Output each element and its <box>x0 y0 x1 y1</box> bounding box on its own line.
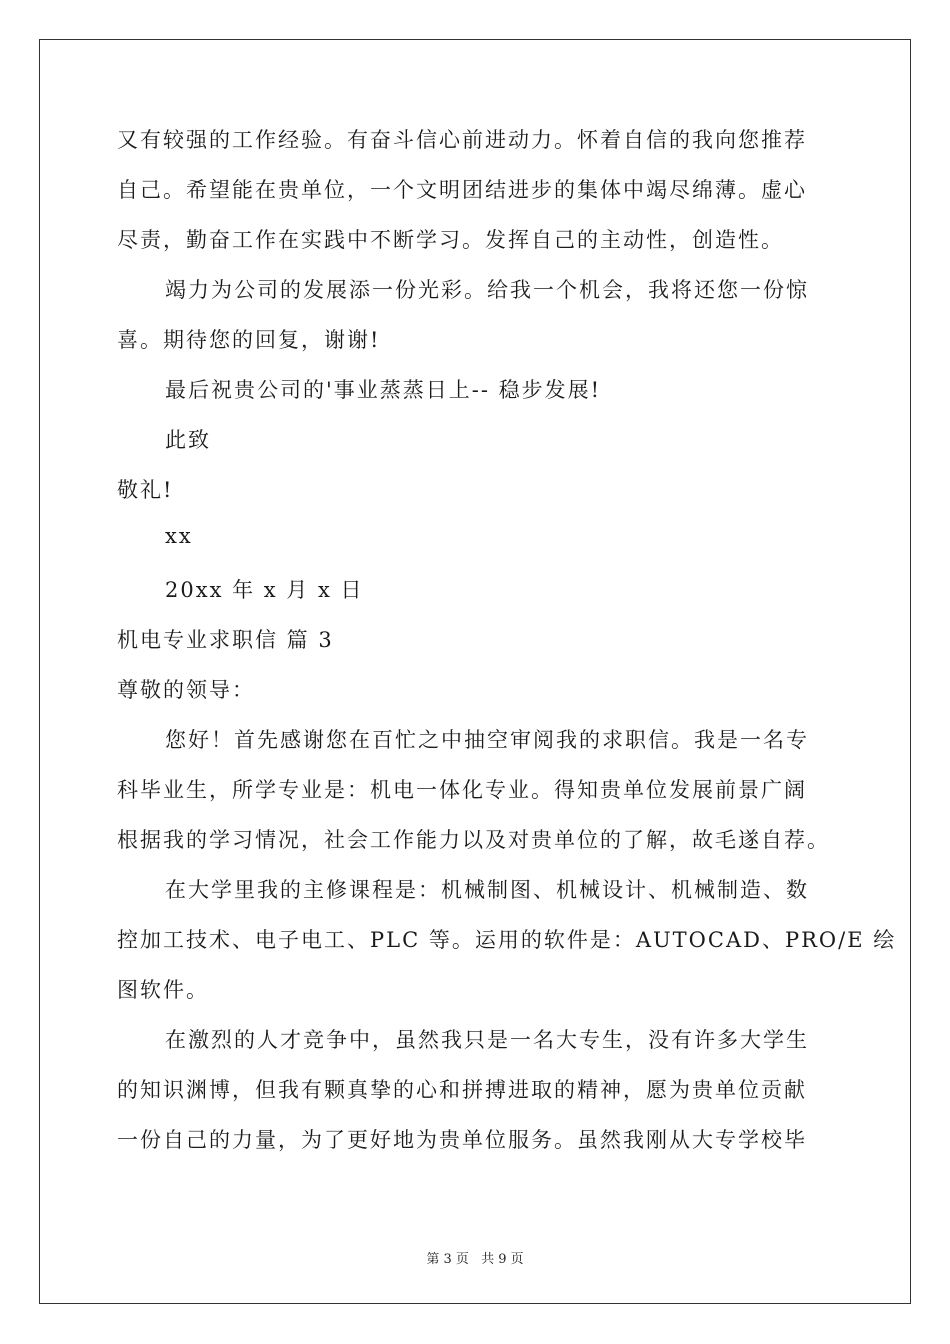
page-total: 共 9 页 <box>481 1252 524 1267</box>
paragraph-line: 竭力为公司的发展添一份光彩。给我一个机会，我将还您一份惊 <box>165 278 809 302</box>
paragraph-line: 科毕业生，所学专业是：机电一体化专业。得知贵单位发展前景广阔 <box>117 778 807 802</box>
salutation-closing: 此致 <box>165 428 211 452</box>
paragraph-line: 您好！首先感谢您在百忙之中抽空审阅我的求职信。我是一名专 <box>165 728 809 752</box>
paragraph-line: 根据我的学习情况，社会工作能力以及对贵单位的了解，故毛遂自荐。 <box>117 828 830 852</box>
paragraph-line: 的知识渊博，但我有颗真挚的心和拼搏进取的精神，愿为贵单位贡献 <box>117 1078 807 1102</box>
paragraph-line: 尽责，勤奋工作在实践中不断学习。发挥自己的主动性，创造性。 <box>117 228 784 252</box>
letter-greeting: 尊敬的领导： <box>117 678 255 702</box>
paragraph-line: 一份自己的力量，为了更好地为贵单位服务。虽然我刚从大专学校毕 <box>117 1128 807 1152</box>
signature-name: xx <box>165 524 193 548</box>
paragraph-line: 喜。期待您的回复，谢谢! <box>117 328 381 352</box>
paragraph-line: 控加工技术、电子电工、PLC 等。运用的软件是：AUTOCAD、PRO/E 绘 <box>117 928 897 952</box>
section-heading: 机电专业求职信 篇 3 <box>117 628 334 652</box>
page-footer <box>0 1248 950 1267</box>
signature-date: 20xx 年 x 月 x 日 <box>165 578 364 602</box>
paragraph-line: 在大学里我的主修课程是：机械制图、机械设计、机械制造、数 <box>165 878 809 902</box>
closing-wish: 最后祝贵公司的'事业蒸蒸日上-- 稳步发展! <box>165 378 602 402</box>
paragraph-line: 图软件。 <box>117 978 209 1002</box>
paragraph-line: 自己。希望能在贵单位，一个文明团结进步的集体中竭尽绵薄。虚心 <box>117 178 807 202</box>
page-number: 第 3 页 <box>426 1252 469 1267</box>
paragraph-line: 在激烈的人才竞争中，虽然我只是一名大专生，没有许多大学生 <box>165 1028 809 1052</box>
paragraph-line: 又有较强的工作经验。有奋斗信心前进动力。怀着自信的我向您推荐 <box>117 128 807 152</box>
salutation-regards: 敬礼! <box>117 478 174 502</box>
